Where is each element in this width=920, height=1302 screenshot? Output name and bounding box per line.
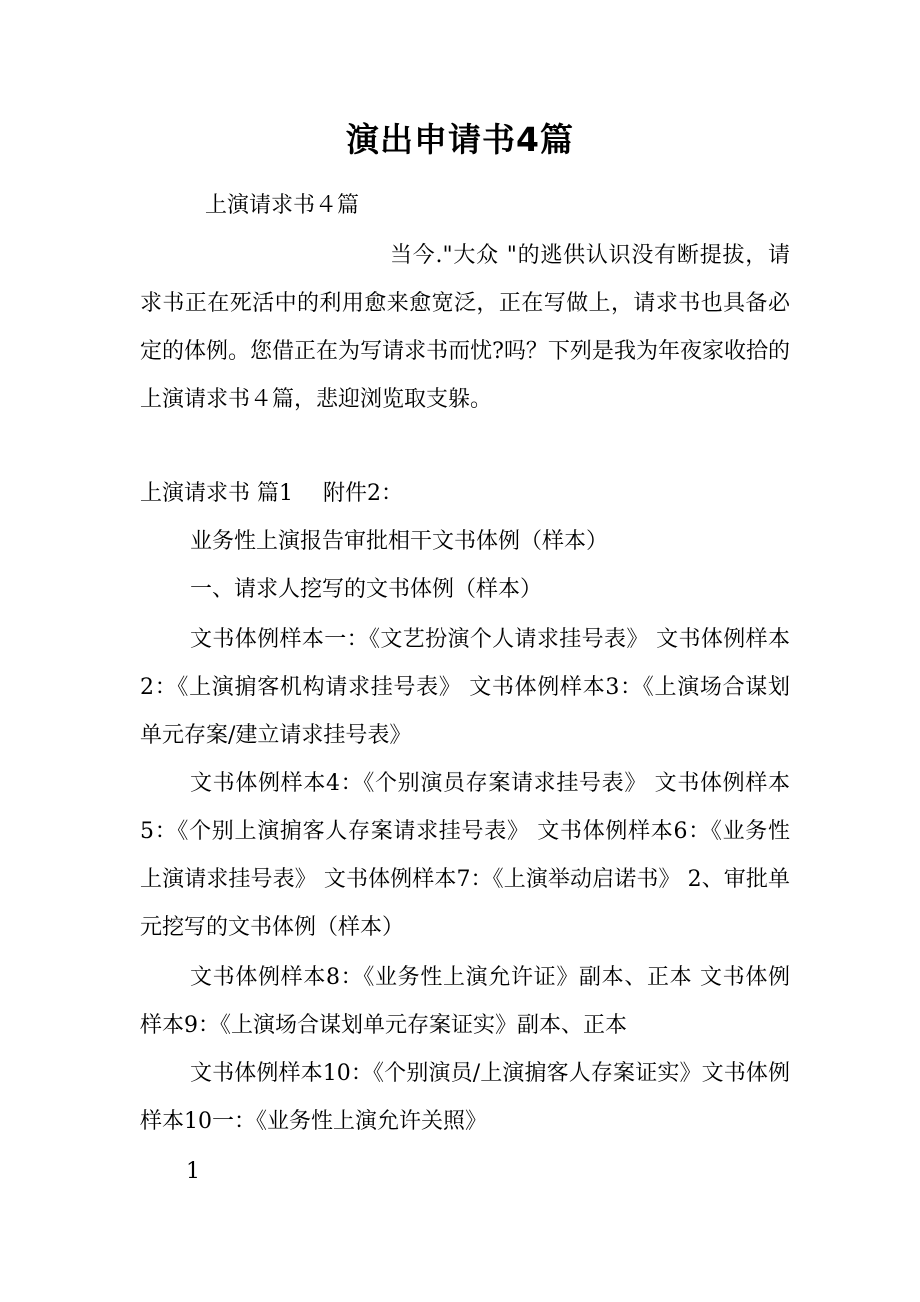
page-number: 1	[186, 1159, 200, 1184]
line-doc-format-title: 业务性上演报告审批相干文书体例（样本）	[190, 529, 609, 554]
paragraph-samples-10: 文书体例样本10：《个别演员/上演掮客人存案证实》文书体例样本10一：《业务性上演允许关照》	[140, 1061, 790, 1134]
intro-paragraph: 当今."大众 "的逃供认识没有断提拔，请求书正在死活中的利用愈来愈宽泛，正在写做上，请求书也具备必定的体例。您借正在为写请求书而忧?吗？下列是我为年夜家收拾的上演请求书４篇，悲迎浏览取支躲。	[140, 243, 790, 412]
paragraph-samples-8-9: 文书体例样本8：《业务性上演允许证》副本、正本 文书体例样本9：《上演场合谋划单元存案证实》副本、正本	[140, 965, 790, 1038]
section-label: 上演请求书 篇1	[140, 481, 293, 506]
attachment-label: 附件2：	[323, 481, 403, 506]
paragraph-samples-4-7: 文书体例样本4：《个别演员存案请求挂号表》 文书体例样本5：《个别上演掮客人存案请求挂号表》 文书体例样本6：《业务性上演请求挂号表》 文书体例样本7：《上演举动启诺书》 2、审批单元挖写的文书体例（样本）	[140, 771, 790, 940]
section-heading	[140, 478, 403, 510]
document-subtitle: 上演请求书４篇	[205, 193, 360, 218]
paragraph-samples-1-3: 文书体例样本一：《文艺扮演个人请求挂号表》 文书体例样本2：《上演掮客机构请求挂号表》 文书体例样本3：《上演场合谋划单元存案/建立请求挂号表》	[140, 627, 790, 748]
document-title: 演出申请书4篇	[346, 120, 574, 159]
line-applicant-forms: 一、请求人挖写的文书体例（样本）	[190, 577, 543, 602]
